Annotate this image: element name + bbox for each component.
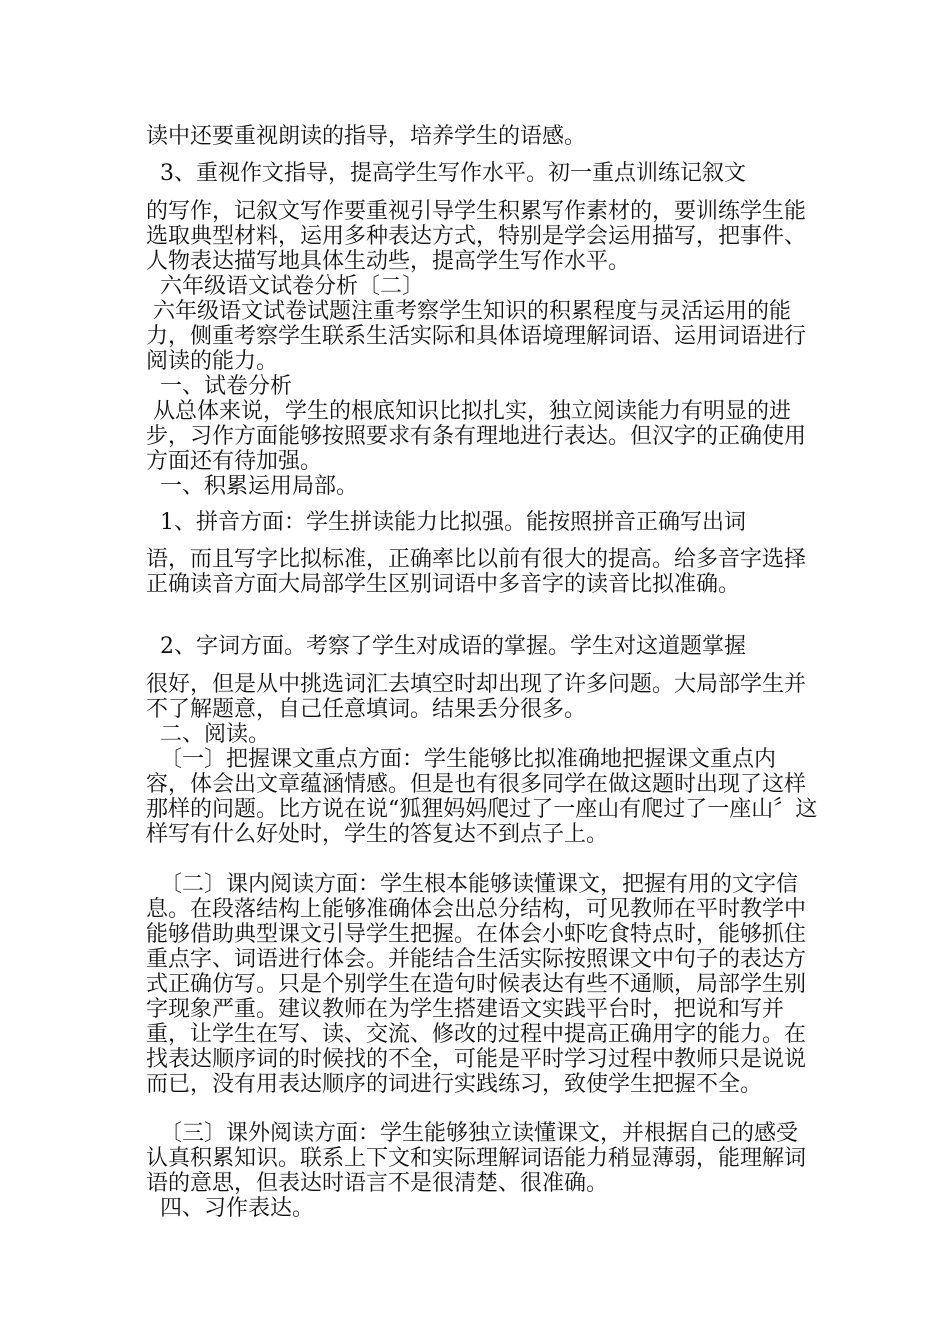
paragraph-2: 3、重视作文指导，提高学生写作水平。初一重点训练记叙文 — [146, 161, 746, 186]
paragraph-1: 读中还要重视朗读的指导，培养学生的语感。 — [146, 124, 587, 149]
paragraph-reading-3: 〔三〕课外阅读方面：学生能够独立读懂课文，并根据自己的感受认真积累知识。联系上下文和实际理解词语能力稍显薄弱，能理解词语的意思，但表达时语言不是很清楚、很准确。 — [146, 1121, 807, 1196]
heading-accumulation: 一、积累运用局部。 — [146, 474, 359, 499]
paragraph-pinyin-2: 语，而且写字比拟标准，正确率比以前有很大的提高。给多音字选择正确读音方面大局部学生区别词语中多音字的读音比拟准确。 — [146, 547, 807, 597]
paragraph-overview: 从总体来说，学生的根底知识比拟扎实，独立阅读能力有明显的进步，习作方面能够按照要求有条有理地进行表达。但汉字的正确使用方面还有待加强。 — [146, 399, 807, 474]
heading-reading: 二、阅读。 — [146, 722, 271, 747]
section-title: 六年级语文试卷分析〔二〕 — [146, 274, 425, 299]
paragraph-words-2: 很好，但是从中挑选词汇去填空时却出现了许多问题。大局部学生并不了解题意，自己任意填词。结果丢分很多。 — [146, 672, 807, 722]
paragraph-reading-2: 〔二〕课内阅读方面：学生根本能够读懂课文，把握有用的文字信息。在段落结构上能够准确体会出总分结构，可见教师在平时教学中能够借助典型课文引导学生把握。在体会小虾吃食特点时，能够抓住重点字、词语进行体会。并能结合生活实际按照课文中句子的表达方式正确仿写。只是个别学生在造句时候表达有些不通顺，局部学生别字现象严重。建议教师在为学生搭建语文实践平台时，把说和写并重，让学生在写、读、交流、修改的过程中提高正确用字的能力。在找表达顺序词的时候找的不全，可能是平时学习过程中教师只是说说而已，没有用表达顺序的词进行实践练习，致使学生把握不全。 — [146, 872, 807, 1097]
paragraph-pinyin-1: 1、拼音方面：学生拼读能力比拟强。能按照拼音正确写出词 — [146, 510, 746, 535]
heading-paper-analysis: 一、试卷分析 — [146, 374, 293, 399]
paragraph-3: 的写作，记叙文写作要重视引导学生积累写作素材的，要训练学生能选取典型材料，运用多种表达方式，特别是学会运用描写，把事件、人物表达描写地具体生动些，提高学生写作水平。 — [146, 199, 807, 274]
paragraph-intro: 六年级语文试卷试题注重考察学生知识的积累程度与灵活运用的能力，侧重考察学生联系生活实际和具体语境理解词语、运用词语进行阅读的能力。 — [146, 299, 807, 374]
paragraph-words-1: 2、字词方面。考察了学生对成语的掌握。学生对这道题掌握 — [146, 634, 746, 659]
heading-writing: 四、习作表达。 — [146, 1196, 315, 1221]
paragraph-reading-1: 〔一〕把握课文重点方面：学生能够比拟准确地把握课文重点内容，体会出文章蕴涵情感。但是也有很多同学在做这题时出现了这样那样的问题。比方说在说“狐狸妈妈爬过了一座山有爬过了一座山〞这样写有什么好处时，学生的答复达不到点子上。 — [146, 747, 818, 847]
